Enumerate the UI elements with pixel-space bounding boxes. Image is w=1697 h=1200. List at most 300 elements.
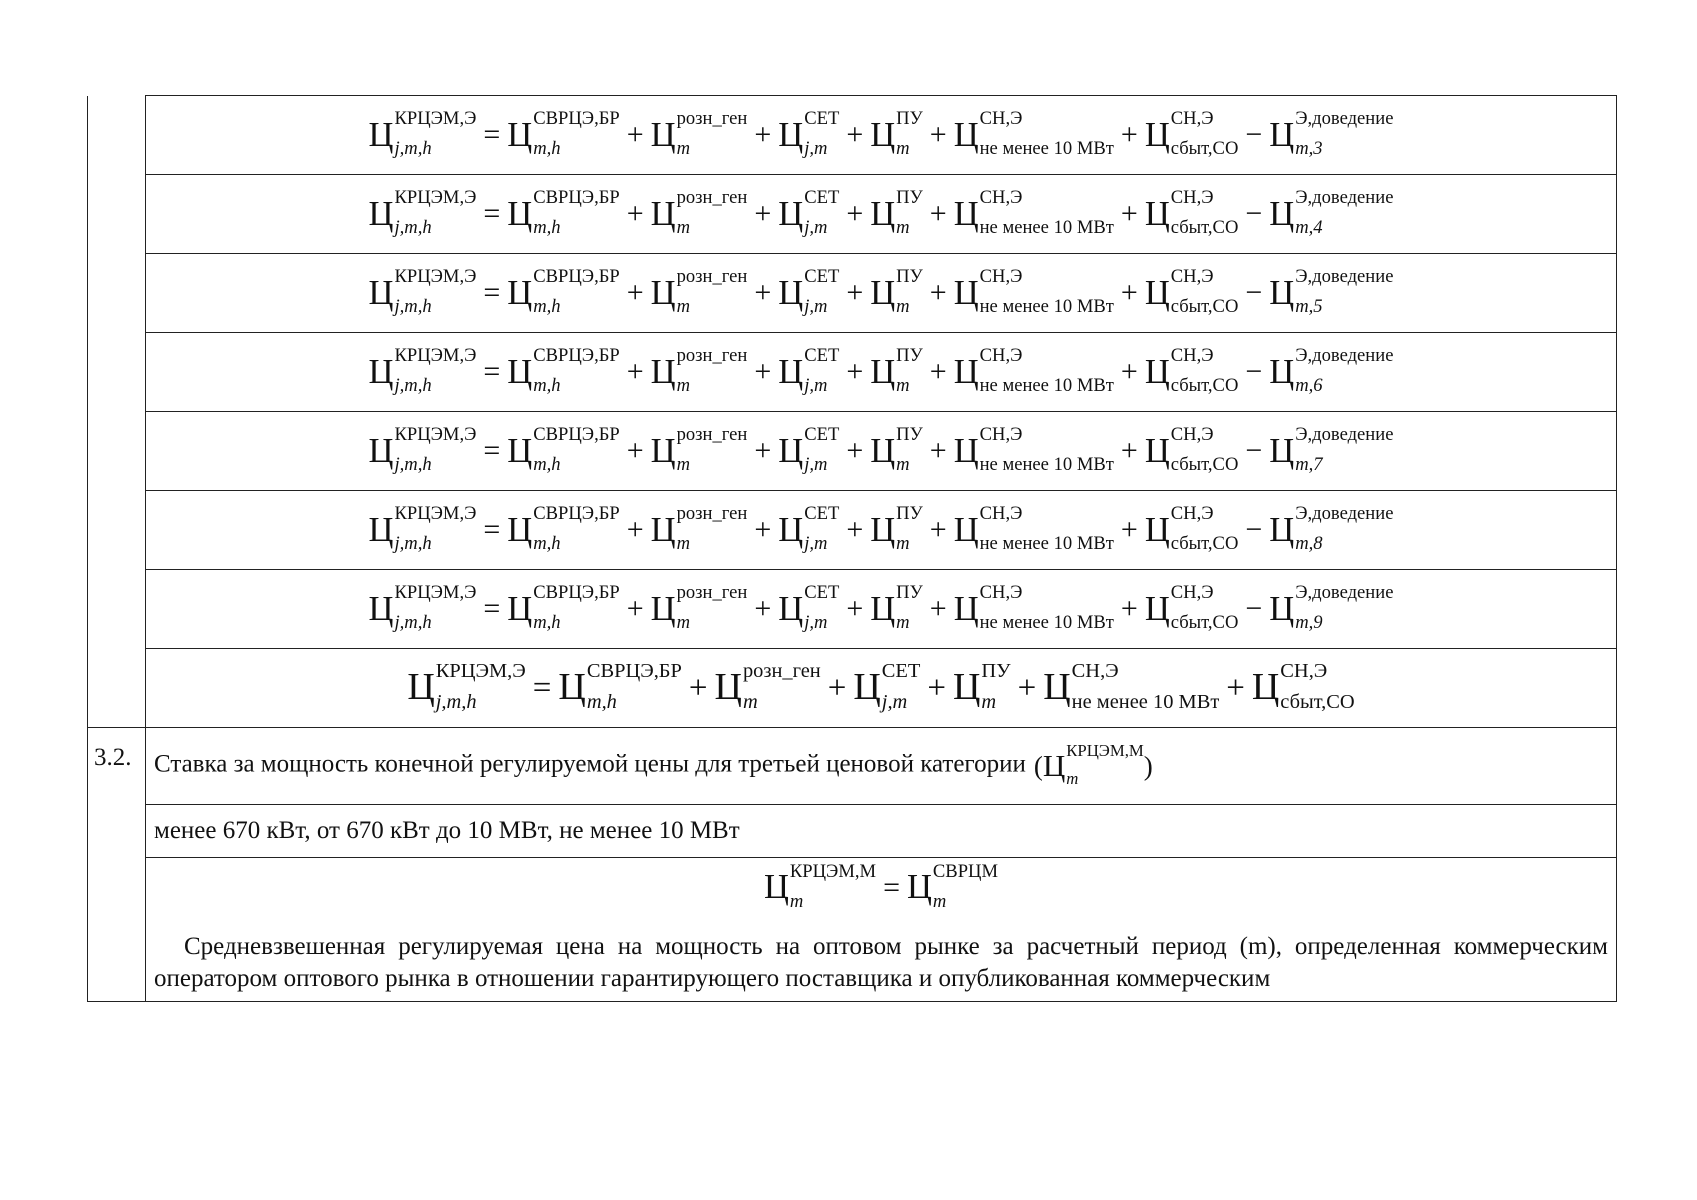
formula-term bbox=[1042, 741, 1144, 788]
term-subscript: m bbox=[676, 138, 691, 159]
term-superscript: КРЦЭМ,Э bbox=[394, 266, 477, 288]
plus-sign: + bbox=[846, 355, 864, 388]
term-superscript: СН,Э bbox=[979, 345, 1023, 367]
formula-term bbox=[778, 424, 840, 475]
term-subscript: не менее 10 МВт bbox=[979, 454, 1114, 475]
term-subscript: j,m bbox=[804, 296, 828, 317]
term-superscript: СВРЦЭ,БР bbox=[533, 582, 620, 604]
term-subscript: j,m bbox=[804, 217, 828, 238]
term-scripts bbox=[1295, 108, 1394, 159]
formula-term bbox=[368, 108, 477, 159]
term-superscript: СЕТ bbox=[804, 345, 840, 367]
term-base-symbol: Ц bbox=[853, 666, 881, 709]
plus-sign: + bbox=[1120, 276, 1138, 309]
term-subscript: m,8 bbox=[1295, 533, 1323, 554]
equals-sign: = bbox=[483, 434, 501, 467]
price-formula bbox=[368, 345, 1394, 396]
formula-term bbox=[906, 861, 999, 912]
price-formula bbox=[368, 187, 1394, 238]
price-formula bbox=[368, 266, 1394, 317]
price-formula bbox=[368, 582, 1394, 633]
term-base-symbol: Ц bbox=[650, 194, 676, 233]
term-superscript: СН,Э bbox=[1280, 659, 1328, 682]
term-superscript: ПУ bbox=[896, 503, 923, 525]
term-scripts bbox=[932, 861, 999, 912]
term-subscript: сбыт,СО bbox=[1170, 612, 1239, 633]
term-superscript: Э,доведение bbox=[1295, 108, 1394, 130]
term-scripts bbox=[676, 503, 748, 554]
term-scripts bbox=[896, 266, 923, 317]
formula-term bbox=[1144, 266, 1239, 317]
term-superscript: ПУ bbox=[896, 582, 923, 604]
term-superscript: СВРЦЭ,БР bbox=[586, 659, 682, 682]
section-number-cell bbox=[88, 728, 146, 1002]
term-subscript: m bbox=[676, 533, 691, 554]
formula-cell bbox=[146, 570, 1617, 649]
equals-sign: = bbox=[483, 276, 501, 309]
formula-term bbox=[1043, 659, 1220, 713]
term-base-symbol: Ц bbox=[558, 666, 586, 709]
term-superscript: ПУ bbox=[981, 659, 1011, 682]
term-base-symbol: Ц bbox=[1269, 589, 1295, 628]
term-scripts bbox=[533, 108, 620, 159]
term-subscript: m bbox=[789, 890, 804, 912]
term-scripts bbox=[1295, 503, 1394, 554]
term-scripts bbox=[394, 266, 477, 317]
term-subscript: j,m,h bbox=[394, 454, 432, 475]
term-subscript: m bbox=[676, 217, 691, 238]
term-superscript: СВРЦЭ,БР bbox=[533, 345, 620, 367]
term-superscript: СН,Э bbox=[979, 424, 1023, 446]
term-superscript: КРЦЭМ,Э bbox=[394, 424, 477, 446]
formula-term bbox=[778, 187, 840, 238]
term-subscript: m bbox=[1066, 769, 1079, 788]
term-subscript: m,6 bbox=[1295, 375, 1323, 396]
term-base-symbol: Ц bbox=[1144, 589, 1170, 628]
term-subscript: j,m,h bbox=[394, 217, 432, 238]
formula-term bbox=[1144, 424, 1239, 475]
plus-sign: + bbox=[846, 513, 864, 546]
term-base-symbol: Ц bbox=[1269, 273, 1295, 312]
term-base-symbol: Ц bbox=[778, 589, 804, 628]
definition-paragraph: Средневзвешенная регулируемая цена на мощность на оптовом рынке за расчетный период (m), определенная коммерческим оператором оптового рынка в отношении гарантирующего поставщика и опубликованная коммерческим bbox=[154, 933, 1608, 993]
term-base-symbol: Ц bbox=[368, 431, 394, 470]
formula-term bbox=[368, 187, 477, 238]
term-scripts bbox=[1295, 582, 1394, 633]
term-superscript: СН,Э bbox=[1170, 345, 1214, 367]
term-scripts bbox=[896, 187, 923, 238]
price-formula bbox=[368, 424, 1394, 475]
formula-term bbox=[368, 582, 477, 633]
term-scripts bbox=[1170, 266, 1239, 317]
term-superscript: ПУ bbox=[896, 424, 923, 446]
term-subscript: m,h bbox=[586, 691, 617, 713]
term-base-symbol: Ц bbox=[650, 273, 676, 312]
plus-sign: + bbox=[929, 355, 947, 388]
term-subscript: j,m bbox=[804, 533, 828, 554]
formula-term bbox=[558, 659, 682, 713]
term-scripts bbox=[1071, 659, 1220, 713]
formula-row bbox=[88, 254, 1617, 333]
formula-term bbox=[778, 503, 840, 554]
plus-sign: + bbox=[846, 276, 864, 309]
term-subscript: m,h bbox=[533, 138, 561, 159]
term-scripts bbox=[533, 582, 620, 633]
term-superscript: розн_ген bbox=[676, 108, 748, 130]
term-scripts bbox=[979, 503, 1114, 554]
term-subscript: m bbox=[896, 138, 910, 159]
term-scripts bbox=[789, 861, 877, 912]
formula-row bbox=[88, 175, 1617, 254]
term-scripts bbox=[1170, 187, 1239, 238]
equals-sign: = bbox=[483, 197, 501, 230]
term-base-symbol: Ц bbox=[953, 589, 979, 628]
plus-sign: + bbox=[626, 118, 644, 151]
term-superscript: СВРЦЭ,БР bbox=[533, 108, 620, 130]
plus-sign: + bbox=[626, 592, 644, 625]
term-superscript: СН,Э bbox=[979, 108, 1023, 130]
term-subscript: m,h bbox=[533, 612, 561, 633]
plus-sign: + bbox=[929, 513, 947, 546]
term-scripts bbox=[881, 659, 921, 713]
formula-term bbox=[778, 345, 840, 396]
term-scripts bbox=[979, 187, 1114, 238]
term-superscript: СН,Э bbox=[1170, 187, 1214, 209]
term-base-symbol: Ц bbox=[368, 352, 394, 391]
term-superscript: розн_ген bbox=[676, 424, 748, 446]
term-subscript: сбыт,СО bbox=[1170, 296, 1239, 317]
plus-sign: + bbox=[929, 276, 947, 309]
term-subscript: не менее 10 МВт bbox=[979, 217, 1114, 238]
term-superscript: СН,Э bbox=[979, 582, 1023, 604]
minus-sign: − bbox=[1245, 118, 1263, 151]
term-superscript: Э,доведение bbox=[1295, 503, 1394, 525]
term-base-symbol: Ц bbox=[507, 194, 533, 233]
formula-cell bbox=[146, 649, 1617, 728]
formula-term bbox=[1269, 424, 1394, 475]
term-base-symbol: Ц bbox=[1144, 431, 1170, 470]
formula-term bbox=[650, 187, 748, 238]
term-superscript: СЕТ bbox=[804, 503, 840, 525]
term-superscript: Э,доведение bbox=[1295, 424, 1394, 446]
minus-sign: − bbox=[1245, 592, 1263, 625]
term-superscript: СН,Э bbox=[1170, 424, 1214, 446]
section-title-cell bbox=[146, 728, 1617, 805]
term-scripts bbox=[676, 187, 748, 238]
term-subscript: сбыт,СО bbox=[1170, 217, 1239, 238]
term-base-symbol: Ц bbox=[778, 115, 804, 154]
price-formula bbox=[407, 659, 1355, 713]
term-superscript: СВРЦЭ,БР bbox=[533, 266, 620, 288]
term-subscript: j,m bbox=[881, 691, 908, 713]
term-subscript: m bbox=[981, 691, 997, 713]
formula-term bbox=[1269, 266, 1394, 317]
minus-sign: − bbox=[1245, 276, 1263, 309]
formula-term bbox=[1269, 108, 1394, 159]
formula-term bbox=[507, 108, 620, 159]
term-subscript: сбыт,СО bbox=[1170, 454, 1239, 475]
term-scripts bbox=[394, 424, 477, 475]
plus-sign: + bbox=[754, 118, 772, 151]
formula-term bbox=[778, 266, 840, 317]
term-scripts bbox=[1066, 741, 1144, 788]
plus-sign: + bbox=[754, 434, 772, 467]
formula-row bbox=[88, 570, 1617, 649]
term-subscript: j,m bbox=[804, 138, 828, 159]
term-base-symbol: Ц bbox=[953, 352, 979, 391]
term-base-symbol: Ц bbox=[650, 431, 676, 470]
term-superscript: розн_ген bbox=[676, 345, 748, 367]
term-scripts bbox=[896, 503, 923, 554]
term-subscript: m bbox=[896, 296, 910, 317]
term-superscript: СЕТ bbox=[881, 659, 921, 682]
term-subscript: не менее 10 МВт bbox=[979, 533, 1114, 554]
formula-term bbox=[1144, 187, 1239, 238]
term-scripts bbox=[1170, 424, 1239, 475]
formula-term bbox=[407, 659, 526, 713]
formula-term bbox=[1144, 503, 1239, 554]
term-base-symbol: Ц bbox=[507, 352, 533, 391]
plus-sign: + bbox=[754, 513, 772, 546]
term-scripts bbox=[1295, 424, 1394, 475]
term-subscript: m bbox=[932, 890, 947, 912]
formula-term bbox=[953, 108, 1114, 159]
equals-sign: = bbox=[483, 118, 501, 151]
term-superscript: СН,Э bbox=[979, 503, 1023, 525]
term-base-symbol: Ц bbox=[507, 115, 533, 154]
term-subscript: m,4 bbox=[1295, 217, 1323, 238]
term-scripts bbox=[1170, 108, 1239, 159]
term-subscript: m,3 bbox=[1295, 138, 1323, 159]
term-base-symbol: Ц bbox=[407, 666, 435, 709]
term-subscript: m bbox=[676, 612, 691, 633]
term-base-symbol: Ц bbox=[870, 273, 896, 312]
term-superscript: СН,Э bbox=[1170, 503, 1214, 525]
term-scripts bbox=[896, 424, 923, 475]
term-superscript: СЕТ bbox=[804, 582, 840, 604]
formula-row bbox=[88, 491, 1617, 570]
formula-term bbox=[650, 108, 748, 159]
term-scripts bbox=[896, 345, 923, 396]
term-base-symbol: Ц bbox=[650, 115, 676, 154]
equals-sign: = bbox=[483, 592, 501, 625]
term-superscript: КРЦЭМ,Э bbox=[394, 582, 477, 604]
formula-term bbox=[870, 503, 923, 554]
term-superscript: СЕТ bbox=[804, 266, 840, 288]
term-superscript: ПУ bbox=[896, 187, 923, 209]
open-paren: ( bbox=[1033, 750, 1043, 781]
term-subscript: m,h bbox=[533, 454, 561, 475]
term-base-symbol: Ц bbox=[368, 115, 394, 154]
term-base-symbol: Ц bbox=[778, 273, 804, 312]
term-base-symbol: Ц bbox=[368, 194, 394, 233]
formula-cell bbox=[146, 491, 1617, 570]
row-number-cell bbox=[88, 96, 146, 728]
term-scripts bbox=[1295, 266, 1394, 317]
term-subscript: сбыт,СО bbox=[1280, 691, 1355, 713]
plus-sign: + bbox=[929, 592, 947, 625]
term-base-symbol: Ц bbox=[763, 868, 789, 907]
term-base-symbol: Ц bbox=[507, 510, 533, 549]
formula-term bbox=[1144, 345, 1239, 396]
formula-term bbox=[507, 424, 620, 475]
term-base-symbol: Ц bbox=[1269, 510, 1295, 549]
term-scripts bbox=[394, 503, 477, 554]
formula-term bbox=[1144, 582, 1239, 633]
term-superscript: розн_ген bbox=[742, 659, 821, 682]
term-base-symbol: Ц bbox=[1144, 510, 1170, 549]
term-base-symbol: Ц bbox=[650, 510, 676, 549]
term-base-symbol: Ц bbox=[650, 352, 676, 391]
term-base-symbol: Ц bbox=[368, 510, 394, 549]
term-subscript: m,h bbox=[533, 375, 561, 396]
formula-term bbox=[778, 582, 840, 633]
formula-term bbox=[368, 424, 477, 475]
term-base-symbol: Ц bbox=[870, 589, 896, 628]
term-base-symbol: Ц bbox=[778, 194, 804, 233]
plus-sign: + bbox=[927, 669, 946, 706]
term-superscript: ПУ bbox=[896, 266, 923, 288]
term-superscript: розн_ген bbox=[676, 503, 748, 525]
ranges-text: менее 670 кВт, от 670 кВт до 10 МВт, не менее 10 МВт bbox=[146, 805, 1617, 858]
equals-sign: = bbox=[483, 355, 501, 388]
term-base-symbol: Ц bbox=[368, 589, 394, 628]
term-superscript: Э,доведение bbox=[1295, 266, 1394, 288]
formula-term bbox=[870, 187, 923, 238]
term-superscript: СЕТ bbox=[804, 424, 840, 446]
equals-sign: = bbox=[883, 870, 900, 904]
section-title-row bbox=[88, 728, 1617, 805]
close-paren: ) bbox=[1143, 750, 1153, 781]
term-subscript: m bbox=[896, 375, 910, 396]
term-subscript: не менее 10 МВт bbox=[979, 138, 1114, 159]
term-subscript: m,h bbox=[533, 217, 561, 238]
term-superscript: розн_ген bbox=[676, 266, 748, 288]
plus-sign: + bbox=[929, 434, 947, 467]
term-base-symbol: Ц bbox=[1043, 666, 1071, 709]
section-title-symbol bbox=[1033, 741, 1153, 788]
price-formula bbox=[368, 108, 1394, 159]
plus-sign: + bbox=[1120, 513, 1138, 546]
formula-cell bbox=[146, 96, 1617, 175]
term-subscript: m,7 bbox=[1295, 454, 1323, 475]
term-subscript: m bbox=[896, 533, 910, 554]
plus-sign: + bbox=[1120, 434, 1138, 467]
formula-term bbox=[778, 108, 840, 159]
formula-cell bbox=[146, 175, 1617, 254]
term-subscript: сбыт,СО bbox=[1170, 138, 1239, 159]
price-formula bbox=[368, 503, 1394, 554]
term-scripts bbox=[394, 108, 477, 159]
term-subscript: не менее 10 МВт bbox=[979, 296, 1114, 317]
section-title: Ставка за мощность конечной регулируемой цены для третьей ценовой категории bbox=[154, 750, 1026, 778]
term-scripts bbox=[979, 424, 1114, 475]
term-base-symbol: Ц bbox=[714, 666, 742, 709]
term-superscript: КРЦЭМ,Э bbox=[394, 108, 477, 130]
term-base-symbol: Ц bbox=[1251, 666, 1280, 709]
formula-term bbox=[870, 108, 923, 159]
term-base-symbol: Ц bbox=[1144, 115, 1170, 154]
plus-sign: + bbox=[626, 513, 644, 546]
term-subscript: m bbox=[896, 217, 910, 238]
term-base-symbol: Ц bbox=[953, 510, 979, 549]
formula-cell bbox=[146, 412, 1617, 491]
formula-term bbox=[650, 345, 748, 396]
formula-term bbox=[953, 503, 1114, 554]
plus-sign: + bbox=[626, 434, 644, 467]
term-superscript: СН,Э bbox=[1170, 582, 1214, 604]
plus-sign: + bbox=[929, 197, 947, 230]
term-scripts bbox=[676, 345, 748, 396]
term-base-symbol: Ц bbox=[778, 510, 804, 549]
term-superscript: СВРЦМ bbox=[932, 861, 999, 882]
term-scripts bbox=[742, 659, 821, 713]
term-subscript: не менее 10 МВт bbox=[979, 612, 1114, 633]
formula-term bbox=[507, 582, 620, 633]
term-base-symbol: Ц bbox=[1269, 352, 1295, 391]
term-superscript: КРЦЭМ,Э bbox=[435, 659, 526, 682]
term-scripts bbox=[804, 582, 840, 633]
formula-row bbox=[88, 96, 1617, 175]
formula-term bbox=[650, 582, 748, 633]
formula-term bbox=[650, 266, 748, 317]
formula-term bbox=[870, 424, 923, 475]
term-subscript: m bbox=[896, 612, 910, 633]
plus-sign: + bbox=[846, 197, 864, 230]
equals-sign: = bbox=[483, 513, 501, 546]
term-base-symbol: Ц bbox=[870, 352, 896, 391]
plus-sign: + bbox=[688, 669, 708, 706]
term-scripts bbox=[533, 266, 620, 317]
term-subscript: m,h bbox=[533, 533, 561, 554]
formula-term bbox=[650, 424, 748, 475]
term-scripts bbox=[979, 582, 1114, 633]
minus-sign: − bbox=[1245, 513, 1263, 546]
minus-sign: − bbox=[1245, 197, 1263, 230]
formula-term bbox=[1269, 503, 1394, 554]
term-superscript: СВРЦЭ,БР bbox=[533, 187, 620, 209]
term-subscript: j,m bbox=[804, 375, 828, 396]
minus-sign: − bbox=[1245, 355, 1263, 388]
term-base-symbol: Ц bbox=[1144, 194, 1170, 233]
term-base-symbol: Ц bbox=[870, 431, 896, 470]
formula-term bbox=[368, 345, 477, 396]
term-scripts bbox=[1295, 345, 1394, 396]
formula-term bbox=[507, 345, 620, 396]
formula-term bbox=[1269, 582, 1394, 633]
term-subscript: j,m,h bbox=[394, 375, 432, 396]
term-subscript: m,5 bbox=[1295, 296, 1323, 317]
formula-cell bbox=[146, 333, 1617, 412]
term-superscript: КРЦЭМ,Э bbox=[394, 345, 477, 367]
plus-sign: + bbox=[754, 355, 772, 388]
term-scripts bbox=[586, 659, 682, 713]
term-base-symbol: Ц bbox=[1144, 352, 1170, 391]
power-price-formula bbox=[763, 861, 999, 912]
term-base-symbol: Ц bbox=[953, 666, 981, 709]
equals-sign: = bbox=[532, 669, 552, 706]
term-subscript: m bbox=[742, 691, 758, 713]
term-subscript: j,m,h bbox=[394, 138, 432, 159]
formula-term bbox=[507, 266, 620, 317]
term-superscript: Э,доведение bbox=[1295, 345, 1394, 367]
term-scripts bbox=[435, 659, 526, 713]
term-base-symbol: Ц bbox=[778, 352, 804, 391]
term-scripts bbox=[981, 659, 1011, 713]
term-base-symbol: Ц bbox=[906, 868, 932, 907]
plus-sign: + bbox=[1017, 669, 1037, 706]
term-subscript: j,m,h bbox=[394, 612, 432, 633]
